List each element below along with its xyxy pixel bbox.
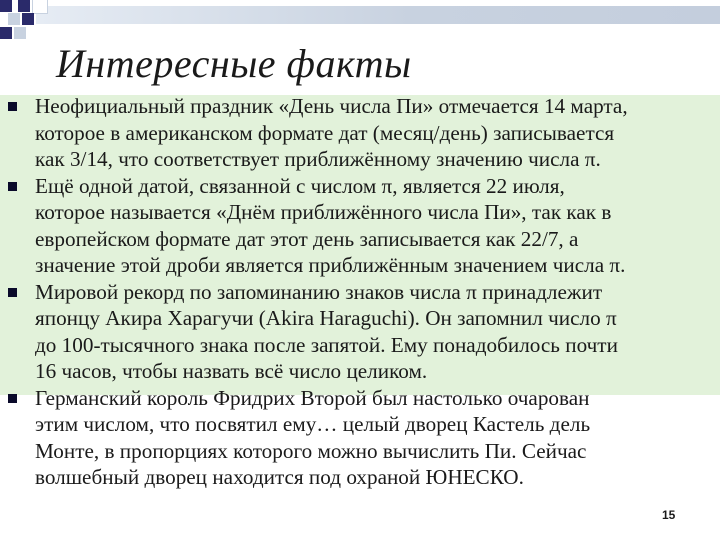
- list-item: [0, 385, 720, 491]
- bullet-square-icon: [8, 288, 17, 297]
- list-item: [0, 279, 720, 385]
- bullet-square-icon: [8, 394, 17, 403]
- list-item: [0, 173, 720, 279]
- list-item: [0, 93, 720, 173]
- decor-square: [0, 27, 12, 39]
- decor-square: [18, 0, 30, 12]
- bullet-text: Мировой рекорд по запоминанию знаков числа π принадлежит японцу Акира Харагучи (Akira Haraguchi). Он запомнил число π до 100-тысячного знака после запятой. Ему понадобилось почти 16 часов, чтобы назвать всё число целиком.: [35, 279, 618, 383]
- decor-square: [22, 13, 34, 25]
- slide-title: Интересные факты: [56, 41, 412, 86]
- bullet-square-icon: [8, 182, 17, 191]
- bullet-text: Германский король Фридрих Второй был настолько очарован этим числом, что посвятил ему… целый дворец Кастель дель Монте, в пропорциях которого можно вычислить Пи. Сейчас волшебный дворец находится под охраной ЮНЕСКО.: [35, 385, 591, 489]
- decor-square: [14, 27, 26, 39]
- bullet-square-icon: [8, 102, 17, 111]
- bullet-list: [0, 93, 720, 491]
- decor-square: [32, 0, 48, 14]
- decor-square: [0, 0, 12, 12]
- page-number: 15: [662, 508, 676, 522]
- bullet-text: Ещё одной датой, связанной с числом π, является 22 июля, которое называется «Днём приближённого числа Пи», так как в европейском формате дат этот день записывается как 22/7, а значение этой дроби является приближённым значением числа π.: [35, 173, 626, 277]
- decor-square: [8, 13, 20, 25]
- bullet-text: Неофициальный праздник «День числа Пи» отмечается 14 марта, которое в американском формате дат (месяц/день) записывается как 3/14, что соответствует приближённому значению числа π.: [35, 94, 628, 171]
- header-gradient-bar: [36, 6, 720, 24]
